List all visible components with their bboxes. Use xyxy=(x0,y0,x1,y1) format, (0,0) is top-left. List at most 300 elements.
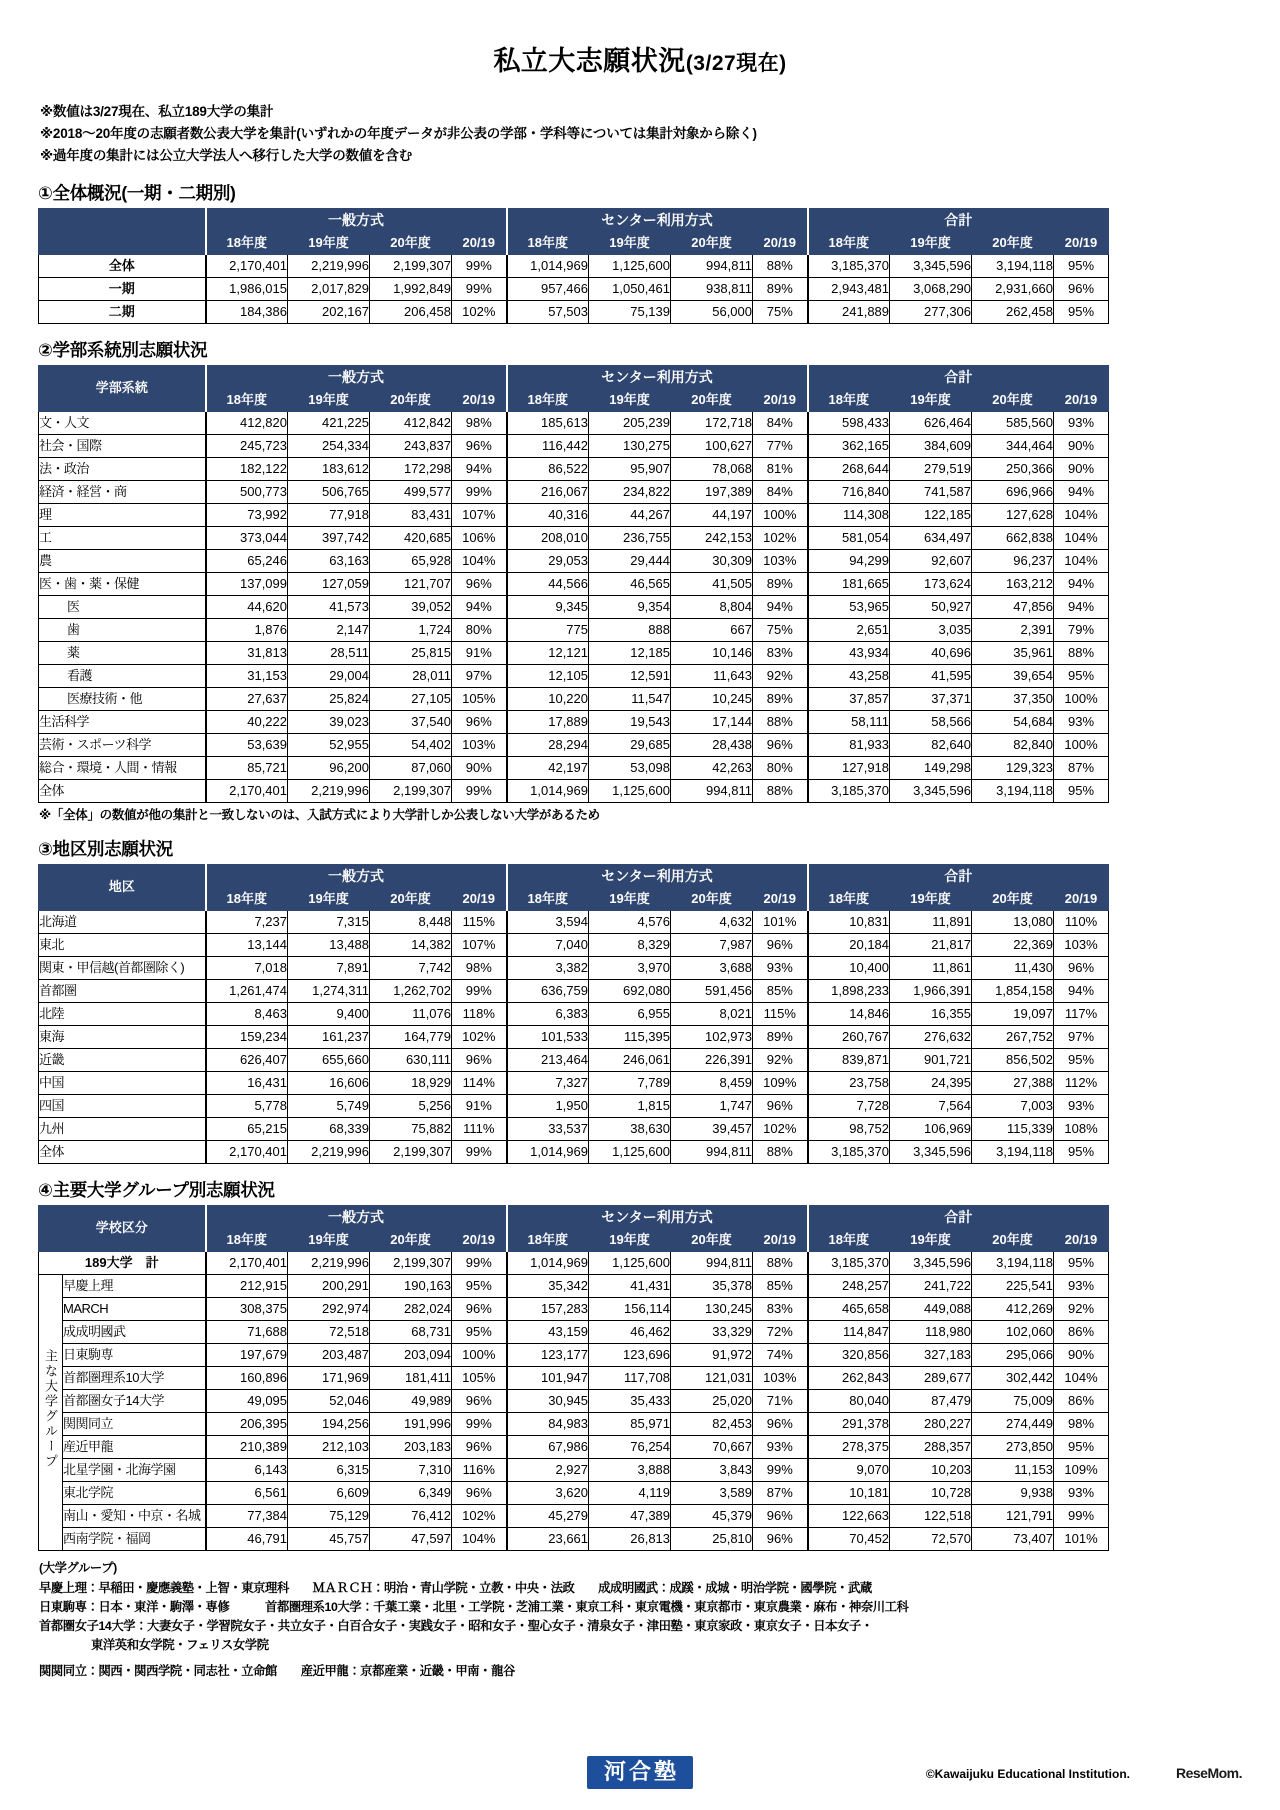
cell-ratio: 90% xyxy=(1054,457,1109,480)
cell-value: 67,986 xyxy=(507,1435,589,1458)
cell-value: 500,773 xyxy=(206,480,288,503)
cell-value: 13,488 xyxy=(288,933,370,956)
cell-value: 91,972 xyxy=(671,1343,753,1366)
cell-value: 49,095 xyxy=(206,1389,288,1412)
cell-ratio: 93% xyxy=(1054,1274,1109,1297)
cell-value: 7,310 xyxy=(370,1458,452,1481)
cell-value: 2,170,401 xyxy=(206,1140,288,1163)
cell-value: 692,080 xyxy=(589,979,671,1002)
cell-ratio: 90% xyxy=(1054,1343,1109,1366)
group-vertical-label: 主な大学グループ xyxy=(39,1274,63,1550)
cell-ratio: 94% xyxy=(1054,572,1109,595)
group-header-general: 一般方式 xyxy=(206,1205,507,1228)
cell-value: 7,040 xyxy=(507,933,589,956)
cell-value: 26,813 xyxy=(589,1527,671,1550)
cell-value: 37,540 xyxy=(370,710,452,733)
cell-ratio: 83% xyxy=(753,641,808,664)
cell-ratio: 93% xyxy=(753,956,808,979)
cell-ratio: 92% xyxy=(1054,1297,1109,1320)
cell-value: 11,861 xyxy=(890,956,972,979)
cell-value: 241,722 xyxy=(890,1274,972,1297)
cell-value: 3,194,118 xyxy=(972,779,1054,802)
table-by-faculty xyxy=(38,365,1109,803)
group-header-center: センター利用方式 xyxy=(507,864,808,887)
cell-value: 121,031 xyxy=(671,1366,753,1389)
table-body xyxy=(39,411,1109,802)
cell-value: 320,856 xyxy=(808,1343,890,1366)
cell-value: 122,518 xyxy=(890,1504,972,1527)
cell-value: 41,431 xyxy=(589,1274,671,1297)
cell-value: 116,442 xyxy=(507,434,589,457)
group-header-center: センター利用方式 xyxy=(507,365,808,388)
cell-ratio: 88% xyxy=(753,1140,808,1163)
cell-value: 11,891 xyxy=(890,910,972,933)
cell-value: 7,237 xyxy=(206,910,288,933)
row-label: 首都圏女子14大学 xyxy=(63,1389,206,1412)
table-row xyxy=(39,1481,1109,1504)
cell-value: 53,965 xyxy=(808,595,890,618)
cell-value: 24,395 xyxy=(890,1071,972,1094)
cell-value: 7,018 xyxy=(206,956,288,979)
cell-value: 68,731 xyxy=(370,1320,452,1343)
col-header-y18: 18年度 xyxy=(206,388,288,411)
cell-ratio: 90% xyxy=(1054,434,1109,457)
col-header-ratio: 20/19 xyxy=(753,887,808,910)
cell-value: 3,688 xyxy=(671,956,753,979)
cell-value: 3,068,290 xyxy=(890,277,972,300)
cell-value: 212,915 xyxy=(206,1274,288,1297)
col-header-y19: 19年度 xyxy=(589,231,671,254)
cell-value: 25,815 xyxy=(370,641,452,664)
cell-value: 8,448 xyxy=(370,910,452,933)
cell-ratio: 99% xyxy=(452,277,507,300)
cell-value: 122,663 xyxy=(808,1504,890,1527)
col-header-y19: 19年度 xyxy=(890,388,972,411)
cell-value: 3,970 xyxy=(589,956,671,979)
cell-value: 115,395 xyxy=(589,1025,671,1048)
cell-value: 18,929 xyxy=(370,1071,452,1094)
cell-value: 127,628 xyxy=(972,503,1054,526)
cell-ratio: 89% xyxy=(753,572,808,595)
group-header-total: 合計 xyxy=(808,365,1109,388)
cell-value: 27,105 xyxy=(370,687,452,710)
cell-ratio: 104% xyxy=(452,1527,507,1550)
cell-value: 203,094 xyxy=(370,1343,452,1366)
cell-value: 11,643 xyxy=(671,664,753,687)
cell-value: 662,838 xyxy=(972,526,1054,549)
cell-value: 22,369 xyxy=(972,933,1054,956)
table-row xyxy=(39,1366,1109,1389)
cell-value: 98,752 xyxy=(808,1117,890,1140)
cell-value: 159,234 xyxy=(206,1025,288,1048)
cell-value: 43,258 xyxy=(808,664,890,687)
cell-value: 3,194,118 xyxy=(972,1140,1054,1163)
cell-value: 71,688 xyxy=(206,1320,288,1343)
legend-line: 首都圏女子14大学：大妻女子・学習院女子・共立女子・白百合女子・実践女子・昭和女子・聖心女子・清泉女子・津田塾・東京家政・東京女子・日本女子・ xyxy=(39,1618,873,1633)
cell-ratio: 101% xyxy=(1054,1527,1109,1550)
table-row xyxy=(39,1435,1109,1458)
table-row xyxy=(39,595,1109,618)
cell-value: 581,054 xyxy=(808,526,890,549)
cell-ratio: 94% xyxy=(753,595,808,618)
cell-value: 8,329 xyxy=(589,933,671,956)
cell-value: 80,040 xyxy=(808,1389,890,1412)
cell-value: 3,185,370 xyxy=(808,1251,890,1274)
cell-ratio: 88% xyxy=(1054,641,1109,664)
cell-value: 626,407 xyxy=(206,1048,288,1071)
cell-value: 25,810 xyxy=(671,1527,753,1550)
cell-value: 200,291 xyxy=(288,1274,370,1297)
col-header-y20: 20年度 xyxy=(972,231,1054,254)
cell-value: 2,199,307 xyxy=(370,779,452,802)
cell-value: 87,479 xyxy=(890,1389,972,1412)
cell-value: 248,257 xyxy=(808,1274,890,1297)
table-body xyxy=(39,910,1109,1163)
col-header-y19: 19年度 xyxy=(589,388,671,411)
cell-value: 12,105 xyxy=(507,664,589,687)
cell-value: 292,974 xyxy=(288,1297,370,1320)
cell-value: 2,147 xyxy=(288,618,370,641)
legend-heading: (大学グループ) xyxy=(39,1560,117,1575)
note-line: ※2018～20年度の志願者数公表大学を集計(いずれかの年度データが非公表の学部・学科等については集計対象から除く) xyxy=(40,125,757,141)
cell-value: 254,334 xyxy=(288,434,370,457)
cell-ratio: 93% xyxy=(1054,411,1109,434)
cell-value: 273,850 xyxy=(972,1435,1054,1458)
table-by-university-group xyxy=(38,1205,1109,1551)
col-header-y19: 19年度 xyxy=(288,1228,370,1251)
col-header-y18: 18年度 xyxy=(808,388,890,411)
cell-value: 76,412 xyxy=(370,1504,452,1527)
cell-value: 39,457 xyxy=(671,1117,753,1140)
cell-value: 54,402 xyxy=(370,733,452,756)
table-row xyxy=(39,300,1109,323)
kawaijuku-logo: 河合塾 xyxy=(587,1756,693,1789)
cell-value: 279,519 xyxy=(890,457,972,480)
cell-value: 888 xyxy=(589,618,671,641)
cell-ratio: 95% xyxy=(1054,300,1109,323)
table-row xyxy=(39,1504,1109,1527)
cell-value: 46,462 xyxy=(589,1320,671,1343)
table-row xyxy=(39,572,1109,595)
cell-value: 29,444 xyxy=(589,549,671,572)
row-label: 歯 xyxy=(39,618,206,641)
cell-value: 37,350 xyxy=(972,687,1054,710)
cell-value: 2,651 xyxy=(808,618,890,641)
cell-value: 3,194,118 xyxy=(972,254,1054,277)
cell-value: 10,831 xyxy=(808,910,890,933)
cell-value: 16,606 xyxy=(288,1071,370,1094)
row-label: 九州 xyxy=(39,1117,206,1140)
row-label: 薬 xyxy=(39,641,206,664)
cell-value: 208,010 xyxy=(507,526,589,549)
row-label: 経済・経営・商 xyxy=(39,480,206,503)
cell-value: 3,594 xyxy=(507,910,589,933)
cell-value: 75,009 xyxy=(972,1389,1054,1412)
cell-value: 65,215 xyxy=(206,1117,288,1140)
cell-value: 412,820 xyxy=(206,411,288,434)
col-header-y19: 19年度 xyxy=(589,1228,671,1251)
row-label: 南山・愛知・中京・名城 xyxy=(63,1504,206,1527)
cell-value: 202,167 xyxy=(288,300,370,323)
table-overall-summary xyxy=(38,208,1109,324)
cell-value: 65,928 xyxy=(370,549,452,572)
cell-value: 1,966,391 xyxy=(890,979,972,1002)
cell-value: 73,407 xyxy=(972,1527,1054,1550)
cell-ratio: 83% xyxy=(753,1297,808,1320)
cell-ratio: 97% xyxy=(452,664,507,687)
page-title-main: 私立大志願状況 xyxy=(493,46,686,76)
cell-ratio: 94% xyxy=(452,457,507,480)
cell-value: 7,742 xyxy=(370,956,452,979)
cell-value: 262,843 xyxy=(808,1366,890,1389)
cell-ratio: 96% xyxy=(452,1297,507,1320)
section2-heading: ②学部系統別志願状況 xyxy=(38,339,208,360)
table-row xyxy=(39,277,1109,300)
cell-value: 203,183 xyxy=(370,1435,452,1458)
cell-value: 185,613 xyxy=(507,411,589,434)
cell-value: 73,992 xyxy=(206,503,288,526)
cell-value: 42,263 xyxy=(671,756,753,779)
cell-ratio: 106% xyxy=(452,526,507,549)
note-line: ※過年度の集計には公立大学法人へ移行した大学の数値を含む xyxy=(40,147,413,163)
cell-value: 1,986,015 xyxy=(206,277,288,300)
col-header-ratio: 20/19 xyxy=(1054,887,1109,910)
table-body xyxy=(39,1251,1109,1550)
table-row xyxy=(39,411,1109,434)
cell-value: 33,329 xyxy=(671,1320,753,1343)
cell-value: 626,464 xyxy=(890,411,972,434)
cell-ratio: 91% xyxy=(452,1094,507,1117)
cell-value: 10,181 xyxy=(808,1481,890,1504)
cell-value: 3,382 xyxy=(507,956,589,979)
cell-value: 10,220 xyxy=(507,687,589,710)
cell-value: 106,969 xyxy=(890,1117,972,1140)
cell-value: 2,170,401 xyxy=(206,779,288,802)
cell-value: 75,129 xyxy=(288,1504,370,1527)
cell-value: 38,630 xyxy=(589,1117,671,1140)
col-header-y18: 18年度 xyxy=(808,231,890,254)
table-row xyxy=(39,979,1109,1002)
cell-ratio: 88% xyxy=(753,254,808,277)
cell-value: 137,099 xyxy=(206,572,288,595)
cell-value: 362,165 xyxy=(808,434,890,457)
cell-value: 412,842 xyxy=(370,411,452,434)
cell-ratio: 84% xyxy=(753,411,808,434)
table-row xyxy=(39,687,1109,710)
cell-value: 41,573 xyxy=(288,595,370,618)
cell-ratio: 94% xyxy=(1054,979,1109,1002)
col-header-ratio: 20/19 xyxy=(452,231,507,254)
col-header-y20: 20年度 xyxy=(671,388,753,411)
cell-value: 87,060 xyxy=(370,756,452,779)
cell-value: 9,345 xyxy=(507,595,589,618)
cell-value: 2,219,996 xyxy=(288,254,370,277)
row-label: 社会・国際 xyxy=(39,434,206,457)
cell-ratio: 96% xyxy=(753,733,808,756)
cell-value: 172,298 xyxy=(370,457,452,480)
table-row xyxy=(39,779,1109,802)
cell-value: 1,014,969 xyxy=(507,254,589,277)
cell-value: 246,061 xyxy=(589,1048,671,1071)
row-label: 西南学院・福岡 xyxy=(63,1527,206,1550)
cell-value: 40,696 xyxy=(890,641,972,664)
col-header-y20: 20年度 xyxy=(671,887,753,910)
group-header-total: 合計 xyxy=(808,208,1109,231)
cell-value: 161,237 xyxy=(288,1025,370,1048)
cell-value: 295,066 xyxy=(972,1343,1054,1366)
cell-ratio: 101% xyxy=(753,910,808,933)
cell-ratio: 112% xyxy=(1054,1071,1109,1094)
cell-value: 302,442 xyxy=(972,1366,1054,1389)
cell-value: 37,371 xyxy=(890,687,972,710)
row-label: 北陸 xyxy=(39,1002,206,1025)
cell-value: 171,969 xyxy=(288,1366,370,1389)
cell-ratio: 115% xyxy=(753,1002,808,1025)
cell-value: 9,400 xyxy=(288,1002,370,1025)
cell-value: 45,379 xyxy=(671,1504,753,1527)
cell-value: 72,518 xyxy=(288,1320,370,1343)
cell-value: 598,433 xyxy=(808,411,890,434)
cell-value: 70,667 xyxy=(671,1435,753,1458)
cell-value: 19,543 xyxy=(589,710,671,733)
cell-value: 23,661 xyxy=(507,1527,589,1550)
cell-ratio: 96% xyxy=(452,1481,507,1504)
university-group-legend xyxy=(39,1559,1244,1681)
row-label: 二期 xyxy=(39,300,206,323)
col-header-y19: 19年度 xyxy=(288,231,370,254)
cell-value: 2,199,307 xyxy=(370,1140,452,1163)
group-header-general: 一般方式 xyxy=(206,864,507,887)
cell-value: 994,811 xyxy=(671,254,753,277)
cell-value: 591,456 xyxy=(671,979,753,1002)
cell-value: 1,014,969 xyxy=(507,779,589,802)
cell-value: 114,308 xyxy=(808,503,890,526)
cell-value: 2,219,996 xyxy=(288,779,370,802)
cell-value: 8,459 xyxy=(671,1071,753,1094)
cell-ratio: 104% xyxy=(1054,549,1109,572)
cell-ratio: 92% xyxy=(753,664,808,687)
cell-value: 291,378 xyxy=(808,1412,890,1435)
cell-value: 130,245 xyxy=(671,1297,753,1320)
cell-value: 210,389 xyxy=(206,1435,288,1458)
cell-value: 7,315 xyxy=(288,910,370,933)
cell-value: 6,315 xyxy=(288,1458,370,1481)
cell-value: 12,591 xyxy=(589,664,671,687)
header-notes xyxy=(40,101,1244,167)
cell-value: 449,088 xyxy=(890,1297,972,1320)
col-header-y18: 18年度 xyxy=(808,1228,890,1251)
cell-value: 245,723 xyxy=(206,434,288,457)
cell-value: 117,708 xyxy=(589,1366,671,1389)
table-row xyxy=(39,1002,1109,1025)
cell-value: 25,020 xyxy=(671,1389,753,1412)
col-header-ratio: 20/19 xyxy=(1054,388,1109,411)
table-row xyxy=(39,1251,1109,1274)
cell-ratio: 96% xyxy=(753,1094,808,1117)
col-header-y20: 20年度 xyxy=(370,1228,452,1251)
cell-ratio: 99% xyxy=(452,779,507,802)
cell-value: 1,125,600 xyxy=(589,1140,671,1163)
page-footer xyxy=(0,1756,1280,1796)
cell-value: 75,882 xyxy=(370,1117,452,1140)
section1-heading: ①全体概況(一期・二期別) xyxy=(38,182,236,203)
cell-ratio: 95% xyxy=(1054,1140,1109,1163)
cell-ratio: 109% xyxy=(1054,1458,1109,1481)
cell-value: 58,566 xyxy=(890,710,972,733)
note-line: ※数値は3/27現在、私立189大学の集計 xyxy=(40,104,274,119)
table-row xyxy=(39,1094,1109,1117)
cell-value: 241,889 xyxy=(808,300,890,323)
cell-ratio: 105% xyxy=(452,1366,507,1389)
cell-ratio: 109% xyxy=(753,1071,808,1094)
cell-value: 9,354 xyxy=(589,595,671,618)
col-header-y19: 19年度 xyxy=(890,887,972,910)
cell-value: 20,184 xyxy=(808,933,890,956)
row-label: 189大学 計 xyxy=(39,1251,206,1274)
cell-value: 3,194,118 xyxy=(972,1251,1054,1274)
cell-value: 234,822 xyxy=(589,480,671,503)
cell-ratio: 103% xyxy=(753,1366,808,1389)
cell-ratio: 94% xyxy=(452,595,507,618)
col-header-y18: 18年度 xyxy=(507,388,589,411)
cell-value: 901,721 xyxy=(890,1048,972,1071)
cell-value: 11,076 xyxy=(370,1002,452,1025)
cell-value: 630,111 xyxy=(370,1048,452,1071)
table-row xyxy=(39,1140,1109,1163)
cell-value: 260,767 xyxy=(808,1025,890,1048)
cell-value: 1,950 xyxy=(507,1094,589,1117)
cell-value: 2,219,996 xyxy=(288,1251,370,1274)
cell-value: 308,375 xyxy=(206,1297,288,1320)
cell-value: 3,620 xyxy=(507,1481,589,1504)
cell-value: 373,044 xyxy=(206,526,288,549)
row-label: 全体 xyxy=(39,254,206,277)
table-row xyxy=(39,1320,1109,1343)
cell-ratio: 100% xyxy=(753,503,808,526)
col-header-y20: 20年度 xyxy=(671,1228,753,1251)
cell-value: 7,003 xyxy=(972,1094,1054,1117)
cell-value: 75,139 xyxy=(589,300,671,323)
cell-ratio: 95% xyxy=(452,1320,507,1343)
cell-ratio: 104% xyxy=(452,549,507,572)
page-title-sub: (3/27現在) xyxy=(685,52,787,75)
cell-value: 96,237 xyxy=(972,549,1054,572)
page-title xyxy=(36,0,1244,75)
col-header-y18: 18年度 xyxy=(808,887,890,910)
cell-ratio: 107% xyxy=(452,933,507,956)
cell-value: 129,323 xyxy=(972,756,1054,779)
row-label: 東海 xyxy=(39,1025,206,1048)
cell-value: 127,918 xyxy=(808,756,890,779)
row-header-cell: 地区 xyxy=(39,864,206,910)
cell-value: 182,122 xyxy=(206,457,288,480)
cell-value: 5,778 xyxy=(206,1094,288,1117)
row-label: 北星学園・北海学園 xyxy=(63,1458,206,1481)
cell-ratio: 96% xyxy=(452,1048,507,1071)
cell-value: 250,366 xyxy=(972,457,1054,480)
col-header-y20: 20年度 xyxy=(370,388,452,411)
legend-line: 関関同立：関西・関西学院・同志社・立命館 産近甲龍：京都産業・近畿・甲南・龍谷 xyxy=(39,1663,515,1678)
row-label: 看護 xyxy=(39,664,206,687)
cell-value: 100,627 xyxy=(671,434,753,457)
cell-ratio: 100% xyxy=(452,1343,507,1366)
cell-ratio: 104% xyxy=(1054,526,1109,549)
cell-value: 2,017,829 xyxy=(288,277,370,300)
cell-value: 44,566 xyxy=(507,572,589,595)
cell-value: 216,067 xyxy=(507,480,589,503)
legend-line: 東洋英和女学院・フェリス女学院 xyxy=(91,1637,269,1652)
cell-ratio: 88% xyxy=(753,1251,808,1274)
